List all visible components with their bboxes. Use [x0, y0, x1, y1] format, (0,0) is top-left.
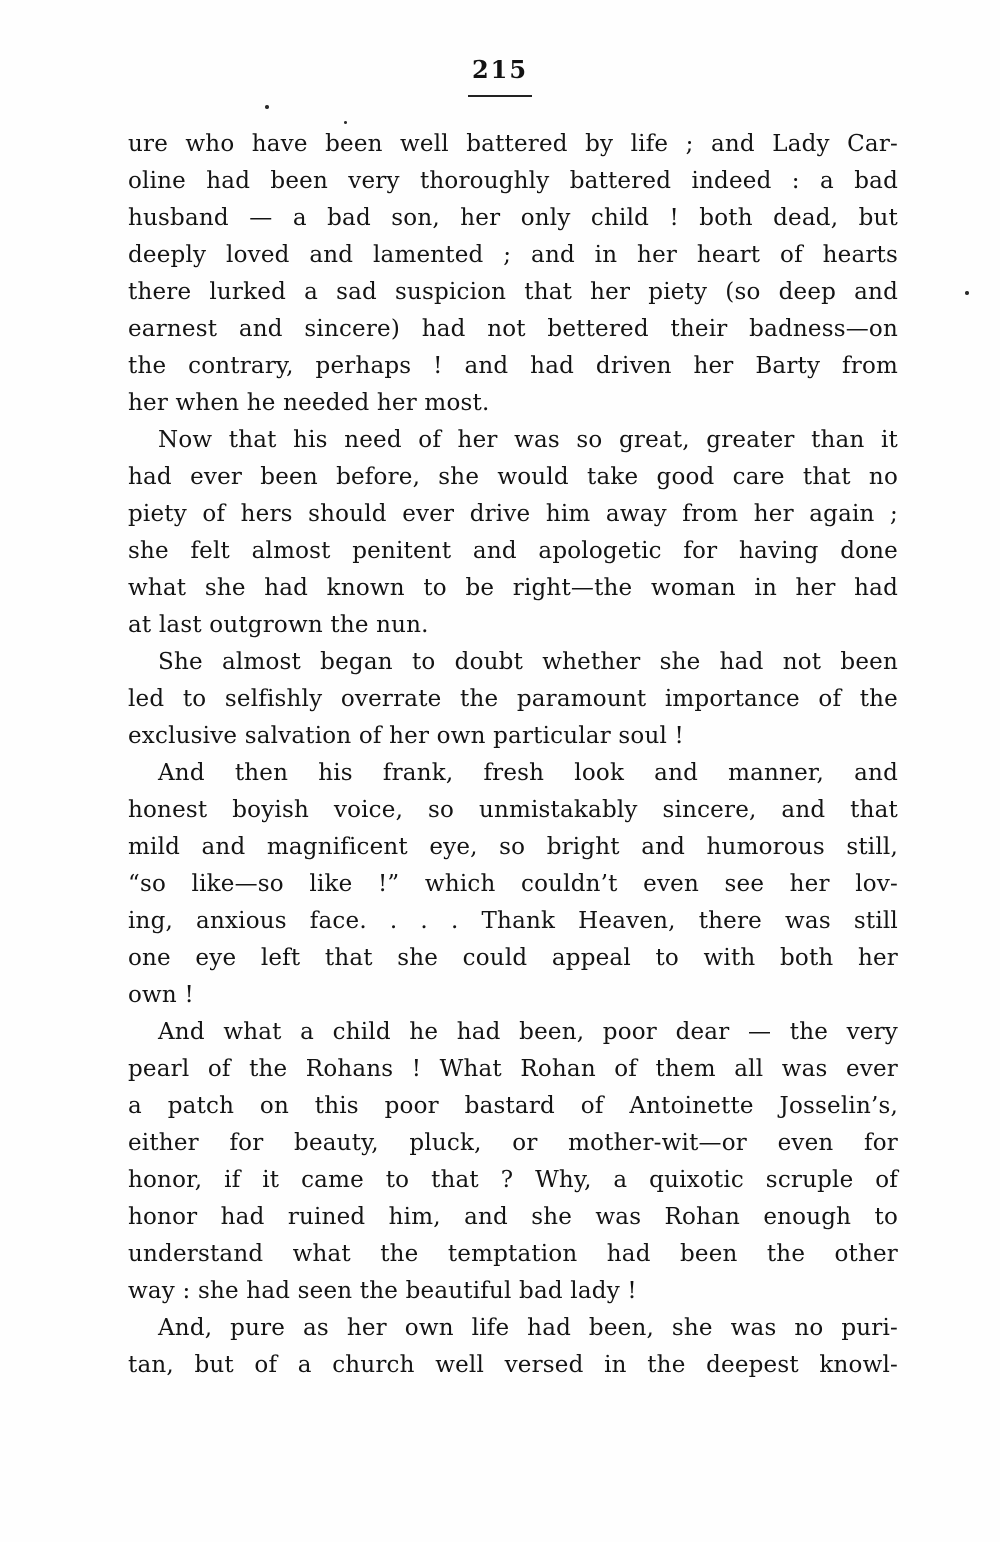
text-line: honor, if it came to that ? Why, a quixotic scruple of — [128, 1167, 898, 1193]
text-line: own ! — [128, 982, 194, 1008]
text-line: And then his frank, fresh look and manner, and — [158, 760, 898, 786]
header-rule — [468, 95, 532, 97]
paragraph — [128, 1014, 898, 1310]
text-line: And, pure as her own life had been, she was no puri- — [158, 1315, 898, 1341]
text-line: mild and magnificent eye, so bright and humorous still, — [128, 834, 898, 860]
paragraph — [128, 644, 898, 755]
text-line: either for beauty, pluck, or mother-wit—or even for — [128, 1130, 898, 1156]
scan-speck — [344, 121, 347, 124]
scan-speck — [965, 291, 969, 295]
text-line: a patch on this poor bastard of Antoinette Josselin’s, — [128, 1093, 898, 1119]
text-line: deeply loved and lamented ; and in her heart of hearts — [128, 242, 898, 268]
scan-speck — [265, 105, 269, 109]
text-line: the contrary, perhaps ! and had driven her Barty from — [128, 353, 898, 379]
text-line: tan, but of a church well versed in the deepest knowl- — [128, 1352, 898, 1378]
text-line: husband — a bad son, her only child ! both dead, but — [128, 205, 898, 231]
text-line: piety of hers should ever drive him away from her again ; — [128, 501, 898, 527]
text-line: had ever been before, she would take good care that no — [128, 464, 898, 490]
text-line: led to selfishly overrate the paramount importance of the — [128, 686, 898, 712]
text-line: understand what the temptation had been the other — [128, 1241, 898, 1267]
text-line: what she had known to be right—the woman in her had — [128, 575, 898, 601]
text-line: “so like—so like !” which couldn’t even see her lov- — [128, 871, 898, 897]
text-line: her when he needed her most. — [128, 390, 490, 416]
text-line: honest boyish voice, so unmistakably sincere, and that — [128, 797, 898, 823]
text-line: there lurked a sad suspicion that her piety (so deep and — [128, 279, 898, 305]
page-header — [0, 57, 1000, 97]
text-line: she felt almost penitent and apologetic for having done — [128, 538, 898, 564]
text-line: pearl of the Rohans ! What Rohan of them all was ever — [128, 1056, 898, 1082]
text-line: exclusive salvation of her own particular soul ! — [128, 723, 684, 749]
text-line: way : she had seen the beautiful bad lady ! — [128, 1278, 637, 1304]
paragraph — [128, 1310, 898, 1384]
text-line: And what a child he had been, poor dear — the very — [158, 1019, 898, 1045]
page-number: 215 — [471, 55, 529, 84]
text-line: ing, anxious face. . . . Thank Heaven, there was still — [128, 908, 898, 934]
text-line: Now that his need of her was so great, greater than it — [158, 427, 898, 453]
text-line: ure who have been well battered by life ; and Lady Car- — [128, 131, 898, 157]
text-line: She almost began to doubt whether she had not been — [158, 649, 898, 675]
text-block — [128, 126, 898, 1384]
text-line: oline had been very thoroughly battered indeed : a bad — [128, 168, 898, 194]
text-line: honor had ruined him, and she was Rohan enough to — [128, 1204, 898, 1230]
text-line: one eye left that she could appeal to with both her — [128, 945, 898, 971]
paragraph — [128, 755, 898, 1014]
text-line: at last outgrown the nun. — [128, 612, 429, 638]
text-line: earnest and sincere) had not bettered their badness—on — [128, 316, 898, 342]
paragraph — [128, 422, 898, 644]
paragraph — [128, 126, 898, 422]
